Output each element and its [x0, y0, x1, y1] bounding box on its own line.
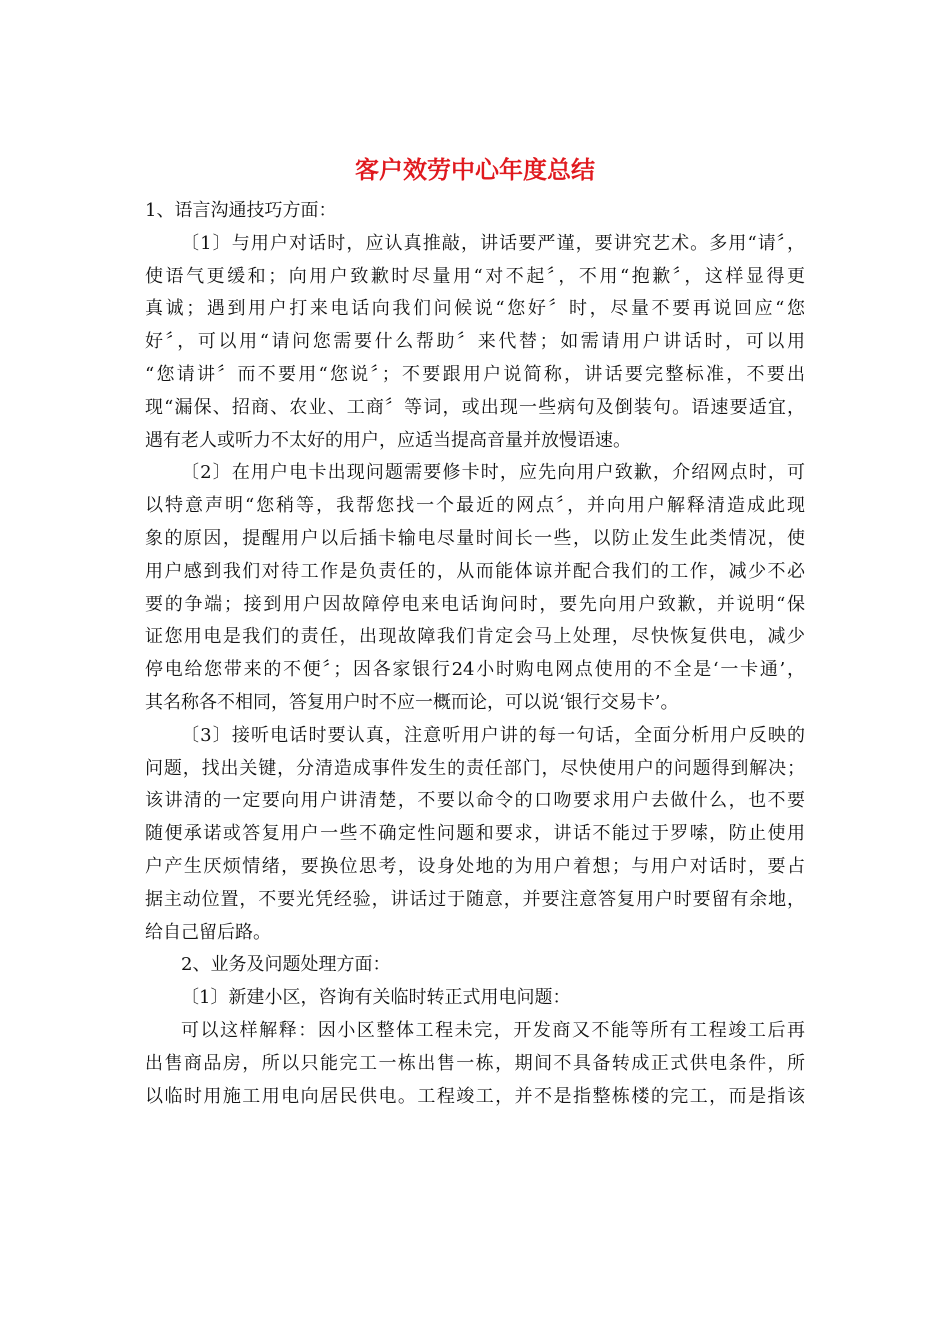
- document-body: [145, 195, 805, 1113]
- text-line: 给自己留后路。: [145, 921, 271, 943]
- text-line: “您请讲〞而不要用“您说〞；不要跟用户说简称，讲话要完整标准，不要出: [145, 363, 805, 385]
- text-line: 出售商品房，所以只能完工一栋出售一栋，期间不具备转成正式供电条件，所: [145, 1052, 805, 1074]
- text-line: 用户感到我们对待工作是负责任的，从而能体谅并配合我们的工作，减少不必: [145, 560, 805, 582]
- paragraph: [145, 1015, 805, 1113]
- text-line: 以临时用施工用电向居民供电。工程竣工，并不是指整栋楼的完工，而是指该: [145, 1085, 805, 1107]
- paragraph: [145, 949, 805, 982]
- text-line: 现“漏保、招商、农业、工商〞等词，或出现一些病句及倒装句。语速要适宜，: [145, 396, 805, 418]
- text-line: 以特意声明“您稍等，我帮您找一个最近的网点〞，并向用户解释清造成此现: [145, 495, 805, 517]
- text-line: 使语气更缓和；向用户致歉时尽量用“对不起〞，不用“抱歉〞，这样显得更: [145, 265, 805, 287]
- text-line: 〔1〕与用户对话时，应认真推敲，讲话要严谨，要讲究艺术。多用“请〞，: [181, 232, 805, 254]
- paragraph: [145, 457, 805, 719]
- text-line: 象的原因，提醒用户以后插卡输电尽量时间长一些，以防止发生此类情况，使: [145, 527, 805, 549]
- text-line: 真诚；遇到用户打来电话向我们问候说“您好〞时，尽量不要再说回应“您: [145, 298, 805, 320]
- text-line: 停电给您带来的不便〞；因各家银行24小时购电网点使用的不全是‘一卡通’，: [145, 659, 805, 681]
- text-line: 〔2〕在用户电卡出现问题需要修卡时，应先向用户致歉，介绍网点时，可: [181, 462, 805, 484]
- text-line: 该讲清的一定要向用户讲清楚，不要以命令的口吻要求用户去做什么，也不要: [145, 790, 805, 812]
- text-line: 遇有老人或听力不太好的用户，应适当提高音量并放慢语速。: [145, 429, 631, 451]
- text-line: 其名称各不相同，答复用户时不应一概而论，可以说‘银行交易卡’。: [145, 691, 679, 713]
- text-line: 证您用电是我们的责任，出现故障我们肯定会马上处理，尽快恢复供电，减少: [145, 626, 805, 648]
- text-line: 据主动位置，不要光凭经验，讲话过于随意，并要注意答复用户时要留有余地，: [145, 888, 805, 910]
- text-line: 〔1〕新建小区，咨询有关临时转正式用电问题：: [181, 987, 571, 1009]
- paragraph: [145, 982, 805, 1015]
- text-line: 1、语言沟通技巧方面：: [145, 200, 337, 221]
- paragraph: [145, 720, 805, 950]
- text-line: 户产生厌烦情绪，要换位思考，设身处地的为用户着想；与用户对话时，要占: [145, 855, 805, 877]
- document-title: 客户效劳中心年度总结: [355, 155, 595, 184]
- text-line: 〔3〕接听电话时要认真，注意听用户讲的每一句话，全面分析用户反映的: [181, 724, 805, 746]
- text-line: 可以这样解释：因小区整体工程未完，开发商又不能等所有工程竣工后再: [181, 1019, 805, 1041]
- paragraph: [145, 228, 805, 458]
- text-line: 问题，找出关键，分清造成事件发生的责任部门，尽快使用户的问题得到解决；: [145, 757, 805, 779]
- paragraph: [145, 195, 805, 228]
- text-line: 好〞，可以用“请问您需要什么帮助〞来代替；如需请用户讲话时，可以用: [145, 331, 805, 353]
- text-line: 随便承诺或答复用户一些不确定性问题和要求，讲话不能过于罗嗦，防止使用: [145, 823, 805, 845]
- text-line: 要的争端；接到用户因故障停电来电话询问时，要先向用户致歉，并说明“保: [145, 593, 805, 615]
- text-line: 2、业务及问题处理方面：: [181, 954, 391, 976]
